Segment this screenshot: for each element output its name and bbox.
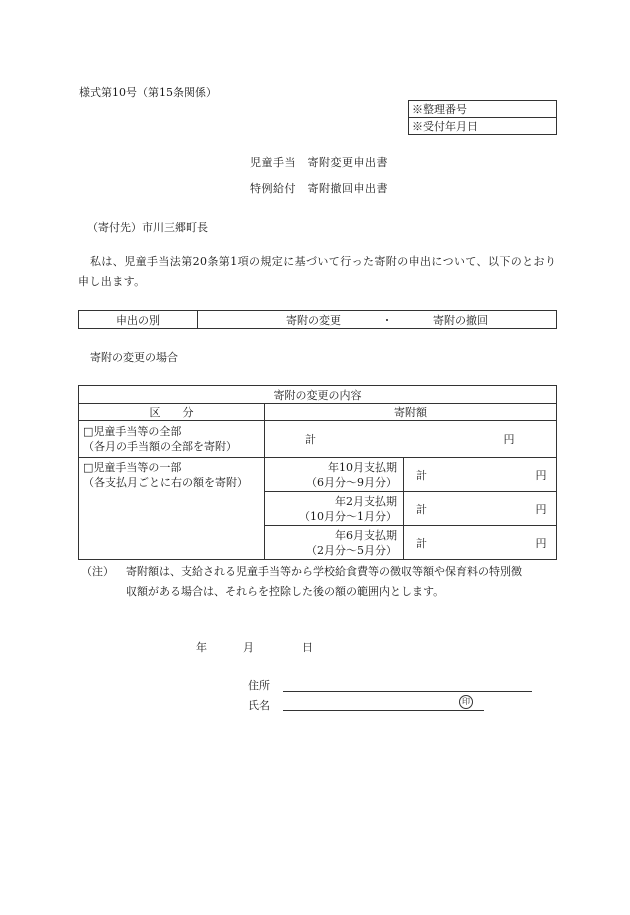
- note-text-line2: 収額がある場合は、それらを控除した後の額の範囲内とします。: [126, 585, 445, 598]
- name-field[interactable]: [283, 710, 484, 711]
- address-label: 住所: [248, 679, 270, 692]
- all-total-label: 計: [305, 433, 316, 446]
- period-yen-unit: 円: [535, 536, 547, 550]
- received-date-cell: ※受付年月日: [409, 118, 557, 135]
- intro-paragraph: 私は、児童手当法第20条第1項の規定に基づいて行った寄附の申出について、以下のとおり申し出ます。: [78, 255, 557, 288]
- period-october-cell: [265, 458, 404, 492]
- partial-option-description: （各支払月ごとに右の額を寄附）: [83, 476, 248, 489]
- period-yen-unit: 円: [535, 502, 547, 516]
- reference-number-cell: ※整理番号: [409, 101, 557, 118]
- request-type-label: 申出の別: [79, 311, 198, 329]
- address-field[interactable]: [283, 691, 532, 692]
- period-october-amount[interactable]: [404, 458, 557, 492]
- all-option-cell[interactable]: [79, 421, 265, 458]
- change-case-heading: 寄附の変更の場合: [90, 351, 178, 364]
- partial-option-label: □児童手当等の一部: [83, 461, 182, 474]
- amount-column-header: 寄附額: [265, 404, 557, 421]
- note: [81, 562, 561, 602]
- period-february-cell: [265, 492, 404, 526]
- change-details-table: [78, 385, 557, 560]
- period-june-amount[interactable]: [404, 526, 557, 560]
- seal-mark: 印: [459, 695, 473, 709]
- period-months: （6月分～9月分）: [306, 475, 397, 489]
- category-column-header: 区 分: [79, 404, 265, 421]
- all-yen-unit: 円: [503, 433, 515, 446]
- date-year[interactable]: 年: [196, 641, 207, 654]
- date-day[interactable]: 日: [302, 641, 313, 654]
- name-label: 氏名: [248, 699, 270, 712]
- request-type-table: [78, 310, 557, 329]
- page-title-line2: 特例給付 寄附撤回申出書: [250, 182, 388, 195]
- period-label: 年10月支払期: [328, 460, 397, 474]
- period-label: 年6月支払期: [335, 528, 397, 542]
- all-amount-cell[interactable]: [265, 421, 557, 458]
- page-title-line1: 児童手当 寄附変更申出書: [250, 156, 388, 169]
- request-type-options: [198, 311, 557, 329]
- period-total-label: 計: [416, 536, 427, 550]
- option-withdraw[interactable]: 寄附の撤回: [433, 313, 488, 327]
- period-june-cell: [265, 526, 404, 560]
- note-label: （注）: [81, 565, 114, 578]
- all-option-description: （各月の手当額の全部を寄附）: [83, 440, 237, 453]
- period-total-label: 計: [416, 502, 427, 516]
- date-month[interactable]: 月: [243, 641, 254, 654]
- period-february-amount[interactable]: [404, 492, 557, 526]
- note-text-line1: 寄附額は、支給される児童手当等から学校給食費等の徴収等額や保育料の特別徴: [126, 565, 522, 578]
- period-months: （10月分～1月分）: [299, 509, 397, 523]
- period-yen-unit: 円: [535, 468, 547, 482]
- all-option-label: □児童手当等の全部: [83, 425, 182, 438]
- period-total-label: 計: [416, 468, 427, 482]
- change-table-header: 寄附の変更の内容: [79, 386, 557, 404]
- option-separator: ・: [381, 313, 393, 327]
- period-months: （2月分～5月分）: [306, 543, 397, 557]
- addressee: （寄付先）市川三郷町長: [87, 221, 208, 234]
- period-label: 年2月支払期: [335, 494, 397, 508]
- option-change[interactable]: 寄附の変更: [286, 313, 341, 327]
- form-number: 様式第10号（第15条関係）: [79, 86, 217, 99]
- partial-option-cell[interactable]: [79, 458, 265, 560]
- management-table: [408, 100, 557, 135]
